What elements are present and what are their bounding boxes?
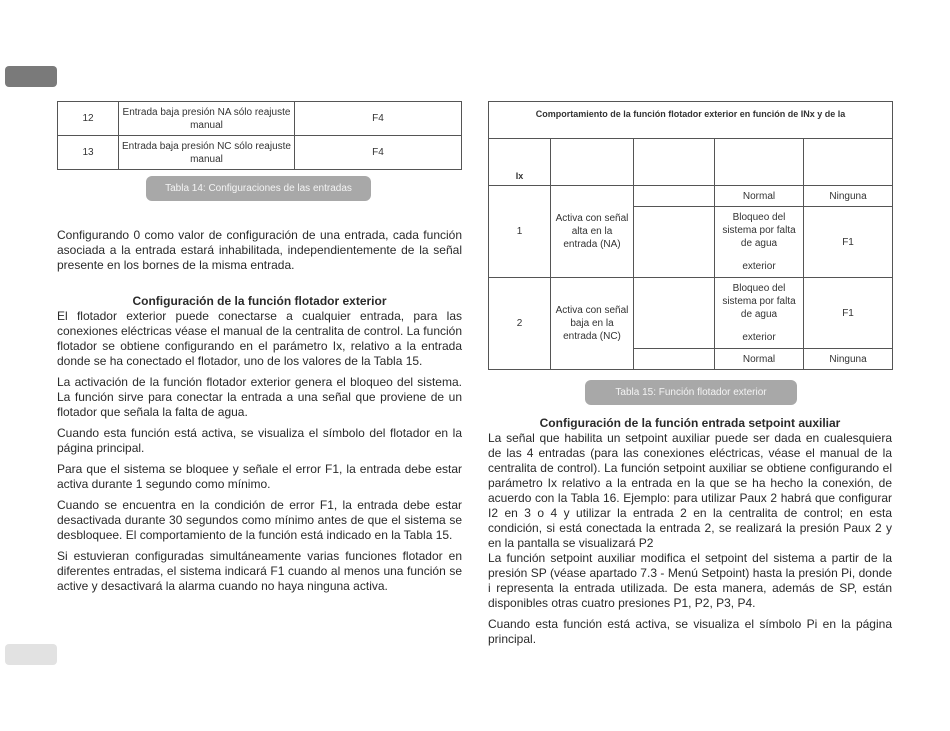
paragraph: El flotador exterior puede conectarse a cualquier entrada, para las conexiones eléctricas véase el manual de la centralita de control. La función flotador se obtiene configurando en el parámetro Ix, relativo a la entrada donde se ha conectado el flotador, uno de los valores de la Tabla 15. (57, 309, 462, 368)
display-code-cell: F1 (804, 278, 893, 349)
state-text: Bloqueo del sistema por falta de agua (722, 212, 796, 249)
config-cell: Activa con señal baja en la entrada (NC) (551, 278, 634, 370)
input-state-cell (634, 349, 715, 370)
table-row (58, 102, 462, 136)
table-14-caption: Tabla 14: Configuraciones de las entradas (146, 176, 371, 201)
table-title-cell: Comportamiento de la función flotador exterior en función de INx y de la (489, 102, 893, 139)
function-state-cell: Normal (715, 349, 804, 370)
table-15-float-function (488, 101, 893, 370)
error-code-cell: F4 (295, 102, 462, 136)
paragraph: Cuando se encuentra en la condición de error F1, la entrada debe estar desactivada durante 30 segundos como mínimo antes de que el sistema se desbloquee. El comportamiento de la función está indicado en la Tabla 15. (57, 498, 462, 542)
right-text-column (488, 416, 892, 653)
table-14-input-configurations (57, 101, 462, 170)
display-code-cell: Ninguna (804, 186, 893, 207)
header-cell (715, 139, 804, 186)
paragraph: La función setpoint auxiliar modifica el setpoint del sistema a partir de la presión SP (véase apartado 7.3 - Menú Setpoint) hasta la presión Pi, donde i representa la entrada utilizada. De esta manera, además de SP, están disponibles otras cuatro presiones P1, P2, P3, P4. (488, 551, 892, 610)
table-title-row (489, 102, 893, 139)
config-cell: Activa con señal alta en la entrada (NA) (551, 186, 634, 278)
state-text-tail: exterior (742, 261, 776, 272)
paragraph: Cuando esta función está activa, se visualiza el símbolo Pi en la página principal. (488, 617, 892, 646)
paragraph: Para que el sistema se bloquee y señale el error F1, la entrada debe estar activa durante 1 segundo como mínimo. (57, 462, 462, 491)
input-state-cell (634, 278, 715, 349)
header-cell (551, 139, 634, 186)
input-state-cell (634, 207, 715, 278)
paragraph: Si estuvieran configuradas simultáneamente varias funciones flotador en diferentes entradas, el sistema indicará F1 cuando al menos una función se active y desactivará la alarma cuando no haya ninguna activa. (57, 549, 462, 593)
table-row (489, 278, 893, 349)
input-number-cell: 12 (58, 102, 119, 136)
paragraph: La señal que habilita un setpoint auxiliar puede ser dada en cualesquiera de las 4 entradas (para las conexiones eléctricas, véase el manual de la centralita de control). La función setpoint auxiliar se obtiene configurando el parámetro Ix relativo a la entrada en la que se ha hecho la conexión, de acuerdo con la Tabla 16. Ejemplo: para utilizar Paux 2 habrá que configurar I2 en 3 o 4 y utilizar la entrada 2 en la centralita de control; en esta condición, si está conectada la entrada 2, se realizará la presión Paux 2 y en la pantalla se visualizará P2 (488, 431, 892, 550)
page-tab-marker-bottom (5, 644, 57, 665)
input-state-cell (634, 186, 715, 207)
state-text: Bloqueo del sistema por falta de agua (722, 283, 796, 320)
table-row (489, 186, 893, 207)
table-15-caption: Tabla 15: Función flotador exterior (585, 380, 797, 405)
function-state-cell (715, 278, 804, 349)
function-state-cell: Normal (715, 186, 804, 207)
header-cell (804, 139, 893, 186)
display-code-cell: F1 (804, 207, 893, 278)
ix-header-cell: Ix (489, 139, 551, 186)
ix-value-cell: 1 (489, 186, 551, 278)
ix-value-cell: 2 (489, 278, 551, 370)
input-description-cell: Entrada baja presión NC sólo reajuste manual (119, 136, 295, 170)
section-heading-float: Configuración de la función flotador exterior (132, 294, 387, 308)
input-number-cell: 13 (58, 136, 119, 170)
state-text-tail: exterior (742, 332, 776, 343)
display-code-cell: Ninguna (804, 349, 893, 370)
table-row (58, 136, 462, 170)
paragraph: La activación de la función flotador exterior genera el bloqueo del sistema. La función sirve para conectar la entrada a una señal que proviene de un flotador que señala la falta de agua. (57, 375, 462, 419)
function-state-cell (715, 207, 804, 278)
error-code-cell: F4 (295, 136, 462, 170)
paragraph: Configurando 0 como valor de configuración de una entrada, cada función asociada a la entrada estará inhabilitada, independientemente de la señal presente en los bornes de la misma entrada. (57, 228, 462, 272)
left-text-column (57, 228, 462, 600)
table-header-row (489, 139, 893, 186)
section-heading-setpoint: Configuración de la función entrada setpoint auxiliar (539, 416, 841, 430)
page-tab-marker-top (5, 66, 57, 87)
input-description-cell: Entrada baja presión NA sólo reajuste manual (119, 102, 295, 136)
paragraph: Cuando esta función está activa, se visualiza el símbolo del flotador en la página principal. (57, 426, 462, 455)
header-cell (634, 139, 715, 186)
